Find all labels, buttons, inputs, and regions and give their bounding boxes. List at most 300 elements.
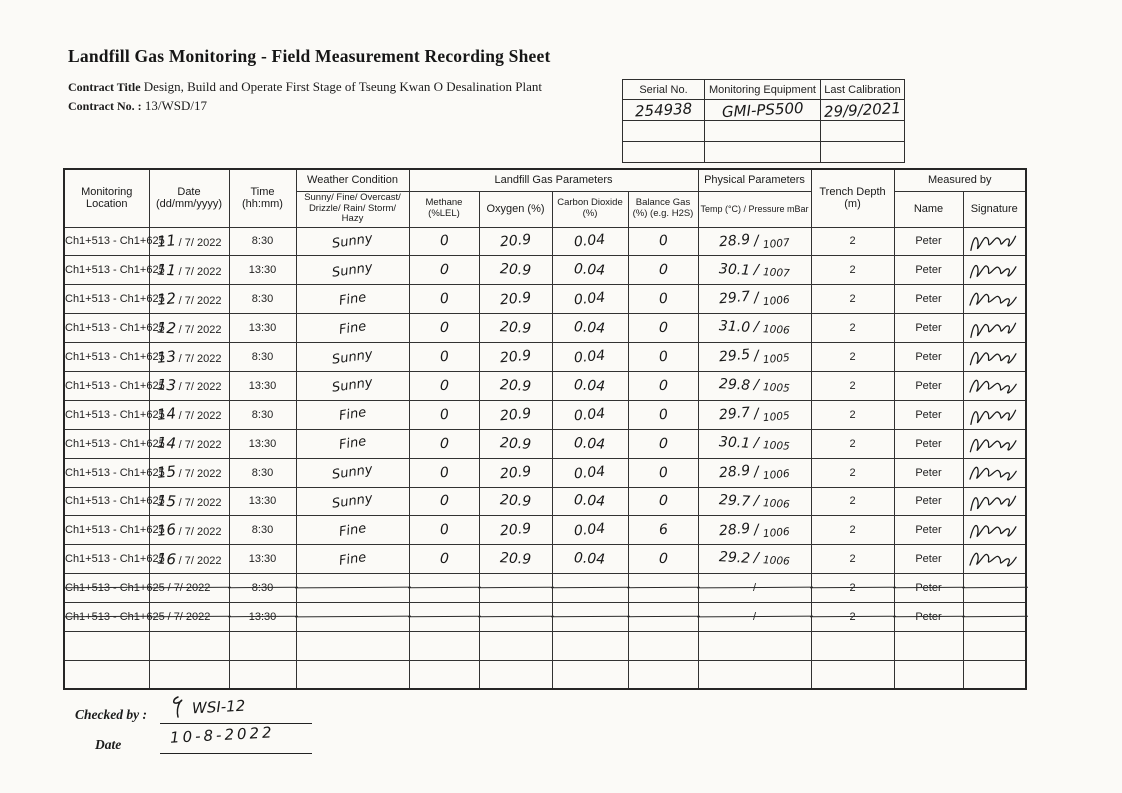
handwritten-pressure: 1006 — [762, 294, 791, 309]
date-cell — [149, 487, 229, 516]
temp-pressure-cell — [698, 574, 811, 603]
name-cell: Peter — [894, 603, 963, 632]
printed-date: / 7/ 2022 — [178, 352, 222, 365]
methane-cell — [409, 227, 479, 256]
handwritten-weather: Fine — [337, 521, 368, 540]
handwritten-weather: Sunny — [331, 346, 374, 368]
printed-date: / 7/ 2022 — [178, 468, 222, 481]
handwritten-oxygen: 20.9 — [499, 377, 532, 395]
signature-scribble — [966, 315, 1022, 343]
oxygen-cell — [479, 574, 552, 603]
printed-date: / 7/ 2022 — [178, 496, 222, 509]
handwritten-oxygen: 20.9 — [499, 550, 532, 569]
trench-depth-cell: 2 — [811, 256, 894, 285]
oxygen-cell — [479, 227, 552, 256]
handwritten-co2: 0.04 — [574, 319, 606, 337]
weather-cell — [296, 574, 409, 603]
trench-depth-cell: 2 — [811, 603, 894, 632]
date-cell — [149, 603, 229, 632]
handwritten-temp: 28.9 — [718, 231, 751, 251]
handwritten-day: 14 — [155, 404, 177, 425]
location-cell: Ch1+513 - Ch1+625 — [64, 285, 149, 314]
contract-no-line — [68, 98, 207, 114]
handwritten-methane: 0 — [439, 319, 449, 337]
col-header-time: Time (hh:mm) — [229, 169, 296, 227]
handwritten-balance: 0 — [658, 377, 668, 395]
temp-pressure-cell — [698, 516, 811, 545]
methane-cell — [409, 458, 479, 487]
time-cell: 13:30 — [229, 545, 296, 574]
signature-cell — [963, 603, 1026, 632]
signature-cell — [963, 429, 1026, 458]
col-header-date: Date (dd/mm/yyyy) — [149, 169, 229, 227]
temp-pressure-slash: / — [753, 550, 760, 567]
handwritten-co2: 0.04 — [573, 232, 607, 251]
oxygen-cell — [479, 516, 552, 545]
handwritten-weather: Fine — [337, 549, 368, 569]
handwritten-balance: 6 — [657, 521, 669, 539]
time-cell: 8:30 — [229, 400, 296, 429]
date-cell — [149, 516, 229, 545]
handwritten-day: 14 — [156, 433, 177, 453]
handwritten-methane: 0 — [438, 464, 450, 481]
handwritten-methane: 0 — [439, 262, 449, 279]
trench-depth-cell: 2 — [811, 314, 894, 343]
time-cell: 13:30 — [229, 314, 296, 343]
handwritten-pressure: 1006 — [762, 497, 791, 511]
date-cell — [149, 429, 229, 458]
location-cell: Ch1+513 - Ch1+625 — [64, 545, 149, 574]
contract-no-label: Contract No. : — [68, 99, 142, 113]
trench-depth-cell: 2 — [811, 458, 894, 487]
handwritten-pressure: 1005 — [762, 439, 791, 453]
trench-depth-cell: 2 — [811, 574, 894, 603]
balance-cell — [628, 487, 698, 516]
group-header-gas: Landfill Gas Parameters — [409, 169, 698, 191]
handwritten-methane: 0 — [439, 435, 449, 452]
date-cell — [149, 574, 229, 603]
temp-pressure-cell — [698, 631, 811, 660]
table-row — [64, 574, 1026, 603]
co2-cell — [552, 400, 628, 429]
name-cell: Peter — [894, 227, 963, 256]
oxygen-cell — [479, 400, 552, 429]
location-cell: Ch1+513 - Ch1+625 — [64, 458, 149, 487]
handwritten-day: 13 — [155, 346, 177, 367]
table-row — [64, 371, 1026, 400]
handwritten-co2: 0.04 — [574, 434, 606, 453]
co2-cell — [552, 458, 628, 487]
location-cell: Ch1+513 - Ch1+625 — [64, 314, 149, 343]
handwritten-pressure: 1006 — [762, 323, 791, 338]
location-cell: Ch1+513 - Ch1+625 — [64, 227, 149, 256]
printed-date: / 7/ 2022 — [178, 525, 222, 538]
methane-cell — [409, 343, 479, 372]
temp-pressure-slash: / — [753, 521, 760, 538]
date-cell — [149, 660, 229, 689]
signature-cell — [963, 660, 1026, 689]
equip-header-calibration: Last Calibration — [821, 80, 905, 100]
date-cell — [149, 545, 229, 574]
temp-pressure-cell — [698, 371, 811, 400]
col-header-methane: Methane (%LEL) — [409, 191, 479, 227]
handwritten-weather: Fine — [337, 318, 368, 338]
col-header-weather-options: Sunny/ Fine/ Overcast/ Drizzle/ Rain/ Storm/ Hazy — [296, 191, 409, 227]
handwritten-weather: Fine — [337, 405, 368, 425]
time-cell: 8:30 — [229, 343, 296, 372]
time-cell: 8:30 — [229, 227, 296, 256]
handwritten-co2: 0.04 — [573, 347, 607, 367]
location-cell: Ch1+513 - Ch1+625 — [64, 371, 149, 400]
handwritten-methane: 0 — [439, 493, 449, 510]
handwritten-co2: 0.04 — [574, 261, 606, 280]
trench-depth-cell: 2 — [811, 400, 894, 429]
methane-cell — [409, 371, 479, 400]
signature-scribble — [966, 229, 1022, 257]
footer-date-value: 10-8-2022 — [169, 723, 276, 747]
methane-cell — [409, 603, 479, 632]
oxygen-cell — [479, 429, 552, 458]
signature-cell — [963, 400, 1026, 429]
contract-title-value: Design, Build and Operate First Stage of Tseung Kwan O Desalination Plant — [143, 79, 542, 94]
trench-depth-cell: 2 — [811, 429, 894, 458]
co2-cell — [552, 314, 628, 343]
signature-cell — [963, 545, 1026, 574]
checker-initial-scribble — [168, 694, 190, 720]
signature-cell — [963, 227, 1026, 256]
date-cell — [149, 285, 229, 314]
handwritten-temp: 30.1 — [718, 434, 751, 452]
handwritten-temp: 29.7 — [718, 491, 751, 510]
signature-scribble — [966, 460, 1022, 488]
co2-cell — [552, 631, 628, 660]
group-header-physical: Physical Parameters — [698, 169, 811, 191]
col-header-signature: Signature — [963, 191, 1026, 227]
handwritten-oxygen: 20.9 — [499, 261, 532, 280]
oxygen-cell — [479, 343, 552, 372]
handwritten-pressure: 1006 — [762, 467, 791, 482]
signature-scribble — [966, 546, 1022, 574]
balance-cell — [628, 429, 698, 458]
location-cell: Ch1+513 - Ch1+625 — [64, 400, 149, 429]
handwritten-oxygen: 20.9 — [499, 463, 532, 482]
table-row — [64, 660, 1026, 689]
balance-cell — [628, 400, 698, 429]
handwritten-balance: 0 — [657, 290, 669, 308]
table-row — [64, 400, 1026, 429]
handwritten-day: 13 — [156, 375, 177, 395]
date-cell — [149, 371, 229, 400]
co2-cell — [552, 371, 628, 400]
trench-depth-cell — [811, 631, 894, 660]
handwritten-day: 11 — [155, 231, 177, 251]
handwritten-methane: 0 — [439, 551, 449, 568]
weather-cell — [296, 660, 409, 689]
handwritten-temp: 30.1 — [718, 260, 751, 279]
signature-scribble — [966, 373, 1022, 401]
temp-pressure-slash: / — [753, 434, 760, 452]
co2-cell — [552, 285, 628, 314]
weather-cell — [296, 516, 409, 545]
signature-cell — [963, 631, 1026, 660]
temp-pressure-cell — [698, 603, 811, 632]
name-cell: Peter — [894, 574, 963, 603]
main-table-body — [64, 227, 1026, 689]
methane-cell — [409, 256, 479, 285]
co2-cell — [552, 343, 628, 372]
handwritten-temp: 29.7 — [718, 289, 751, 308]
balance-cell — [628, 545, 698, 574]
trench-depth-cell: 2 — [811, 487, 894, 516]
handwritten-balance: 0 — [658, 435, 668, 452]
name-cell: Peter — [894, 256, 963, 285]
handwritten-oxygen: 20.9 — [499, 492, 532, 511]
name-cell — [894, 660, 963, 689]
name-cell: Peter — [894, 343, 963, 372]
methane-cell — [409, 487, 479, 516]
temp-pressure-cell — [698, 343, 811, 372]
balance-cell — [628, 285, 698, 314]
name-cell: Peter — [894, 487, 963, 516]
temp-pressure-slash: / — [753, 348, 760, 365]
co2-cell — [552, 227, 628, 256]
co2-cell — [552, 429, 628, 458]
time-cell: 13:30 — [229, 487, 296, 516]
handwritten-weather: Fine — [337, 289, 368, 309]
location-cell: Ch1+513 - Ch1+625 — [64, 429, 149, 458]
equip-header-equipment: Monitoring Equipment — [705, 80, 821, 100]
equipment-value: GMI-PS500 — [721, 98, 804, 121]
footer-date-label: Date — [95, 737, 122, 752]
date-cell — [149, 314, 229, 343]
location-cell: Ch1+513 - Ch1+625 — [64, 256, 149, 285]
balance-cell — [628, 516, 698, 545]
temp-pressure-slash: / — [753, 492, 760, 509]
signature-scribble — [966, 489, 1022, 517]
name-cell: Peter — [894, 516, 963, 545]
name-cell: Peter — [894, 429, 963, 458]
temp-pressure-slash: / — [753, 290, 760, 307]
balance-cell — [628, 371, 698, 400]
handwritten-methane: 0 — [438, 406, 450, 424]
signature-cell — [963, 516, 1026, 545]
printed-date: / 7/ 2022 — [178, 410, 222, 423]
temp-pressure-slash: / — [753, 377, 760, 394]
methane-cell — [409, 660, 479, 689]
co2-cell — [552, 256, 628, 285]
trench-depth-cell: 2 — [811, 227, 894, 256]
handwritten-balance: 0 — [657, 464, 669, 481]
time-cell — [229, 631, 296, 660]
temp-pressure-cell — [698, 660, 811, 689]
oxygen-cell — [479, 314, 552, 343]
handwritten-day: 12 — [156, 318, 177, 338]
col-header-location: Monitoring Location — [64, 169, 149, 227]
handwritten-pressure: 1005 — [762, 409, 791, 425]
col-header-oxygen: Oxygen (%) — [479, 191, 552, 227]
location-cell — [64, 631, 149, 660]
handwritten-day: 11 — [156, 260, 177, 280]
location-cell: Ch1+513 - Ch1+625 — [64, 487, 149, 516]
table-row — [64, 343, 1026, 372]
co2-cell — [552, 545, 628, 574]
printed-date: / 7/ 2022 — [178, 381, 222, 394]
name-cell: Peter — [894, 545, 963, 574]
balance-cell — [628, 227, 698, 256]
temp-pressure-cell — [698, 429, 811, 458]
table-row — [64, 429, 1026, 458]
handwritten-oxygen: 20.9 — [499, 521, 532, 540]
location-cell: Ch1+513 - Ch1+625 — [64, 603, 149, 632]
handwritten-methane: 0 — [439, 377, 449, 395]
time-cell: 13:30 — [229, 603, 296, 632]
handwritten-oxygen: 20.9 — [499, 434, 532, 453]
equipment-row — [623, 100, 905, 121]
balance-cell — [628, 631, 698, 660]
temp-pressure-slash: / — [753, 319, 760, 336]
contract-title-line — [68, 79, 542, 95]
signature-cell — [963, 371, 1026, 400]
co2-cell — [552, 603, 628, 632]
handwritten-methane: 0 — [438, 521, 450, 539]
methane-cell — [409, 314, 479, 343]
handwritten-co2: 0.04 — [573, 521, 607, 540]
handwritten-co2: 0.04 — [573, 405, 607, 425]
date-cell — [149, 256, 229, 285]
time-cell: 13:30 — [229, 256, 296, 285]
signature-scribble — [967, 259, 1021, 283]
temp-pressure-cell — [698, 487, 811, 516]
signature-scribble — [967, 519, 1021, 543]
table-row — [64, 227, 1026, 256]
table-row — [64, 487, 1026, 516]
handwritten-day: 12 — [155, 288, 177, 309]
name-cell — [894, 631, 963, 660]
time-cell: 8:30 — [229, 574, 296, 603]
date-cell — [149, 227, 229, 256]
oxygen-cell — [479, 545, 552, 574]
table-row — [64, 285, 1026, 314]
oxygen-cell — [479, 371, 552, 400]
table-row — [64, 516, 1026, 545]
weather-cell — [296, 400, 409, 429]
oxygen-cell — [479, 285, 552, 314]
weather-cell — [296, 227, 409, 256]
methane-cell — [409, 545, 479, 574]
temp-pressure-slash: / — [752, 582, 757, 595]
temp-pressure-slash: / — [753, 463, 760, 480]
signature-cell — [963, 458, 1026, 487]
printed-date: / 7/ 2022 — [178, 554, 222, 567]
handwritten-co2: 0.04 — [573, 289, 607, 309]
table-row — [64, 631, 1026, 660]
handwritten-balance: 0 — [658, 493, 668, 510]
oxygen-cell — [479, 458, 552, 487]
equipment-table — [622, 79, 905, 163]
table-row — [64, 256, 1026, 285]
equipment-row — [623, 121, 905, 142]
handwritten-methane: 0 — [438, 348, 450, 366]
handwritten-temp: 29.8 — [718, 376, 751, 394]
balance-cell — [628, 458, 698, 487]
handwritten-weather: Sunny — [331, 491, 374, 512]
signature-scribble — [966, 286, 1022, 314]
handwritten-weather: Fine — [337, 434, 368, 454]
table-row — [64, 545, 1026, 574]
weather-cell — [296, 603, 409, 632]
name-cell: Peter — [894, 458, 963, 487]
location-cell: Ch1+513 - Ch1+625 — [64, 516, 149, 545]
handwritten-balance: 0 — [657, 406, 669, 424]
weather-cell — [296, 256, 409, 285]
handwritten-day: 15 — [155, 462, 177, 482]
trench-depth-cell: 2 — [811, 285, 894, 314]
handwritten-oxygen: 20.9 — [499, 319, 532, 337]
handwritten-temp: 28.9 — [718, 462, 751, 482]
printed-date: / 7/ 2022 — [167, 582, 211, 595]
signature-cell — [963, 343, 1026, 372]
time-cell: 8:30 — [229, 516, 296, 545]
temp-pressure-slash: / — [753, 405, 760, 423]
date-cell — [149, 343, 229, 372]
printed-date: / 7/ 2022 — [178, 294, 222, 307]
handwritten-balance: 0 — [658, 319, 668, 337]
printed-date: / 7/ 2022 — [178, 236, 222, 249]
handwritten-oxygen: 20.9 — [499, 289, 532, 309]
methane-cell — [409, 400, 479, 429]
handwritten-weather: Sunny — [331, 375, 374, 397]
signature-scribble — [967, 433, 1021, 457]
weather-cell — [296, 314, 409, 343]
temp-pressure-cell — [698, 545, 811, 574]
oxygen-cell — [479, 256, 552, 285]
checked-by-value: WSI-12 — [191, 696, 246, 718]
handwritten-co2: 0.04 — [574, 377, 606, 395]
handwritten-temp: 29.7 — [718, 404, 751, 424]
signature-scribble — [966, 402, 1022, 430]
weather-cell — [296, 371, 409, 400]
name-cell: Peter — [894, 314, 963, 343]
handwritten-weather: Sunny — [331, 260, 374, 281]
col-header-trench: Trench Depth (m) — [811, 169, 894, 227]
handwritten-oxygen: 20.9 — [499, 347, 532, 367]
weather-cell — [296, 631, 409, 660]
temp-pressure-cell — [698, 285, 811, 314]
trench-depth-cell: 2 — [811, 516, 894, 545]
temp-pressure-slash: / — [753, 261, 760, 278]
oxygen-cell — [479, 660, 552, 689]
trench-depth-cell: 2 — [811, 343, 894, 372]
contract-title-label: Contract Title — [68, 80, 141, 94]
location-cell: Ch1+513 - Ch1+625 — [64, 343, 149, 372]
handwritten-day: 16 — [155, 520, 177, 540]
name-cell: Peter — [894, 400, 963, 429]
col-header-co2: Carbon Dioxide (%) — [552, 191, 628, 227]
group-header-weather: Weather Condition — [296, 169, 409, 191]
handwritten-methane: 0 — [438, 290, 450, 308]
co2-cell — [552, 660, 628, 689]
weather-cell — [296, 458, 409, 487]
handwritten-pressure: 1007 — [762, 265, 791, 280]
weather-cell — [296, 343, 409, 372]
temp-pressure-cell — [698, 314, 811, 343]
oxygen-cell — [479, 603, 552, 632]
signature-cell — [963, 574, 1026, 603]
co2-cell — [552, 516, 628, 545]
signature-cell — [963, 256, 1026, 285]
balance-cell — [628, 343, 698, 372]
methane-cell — [409, 429, 479, 458]
